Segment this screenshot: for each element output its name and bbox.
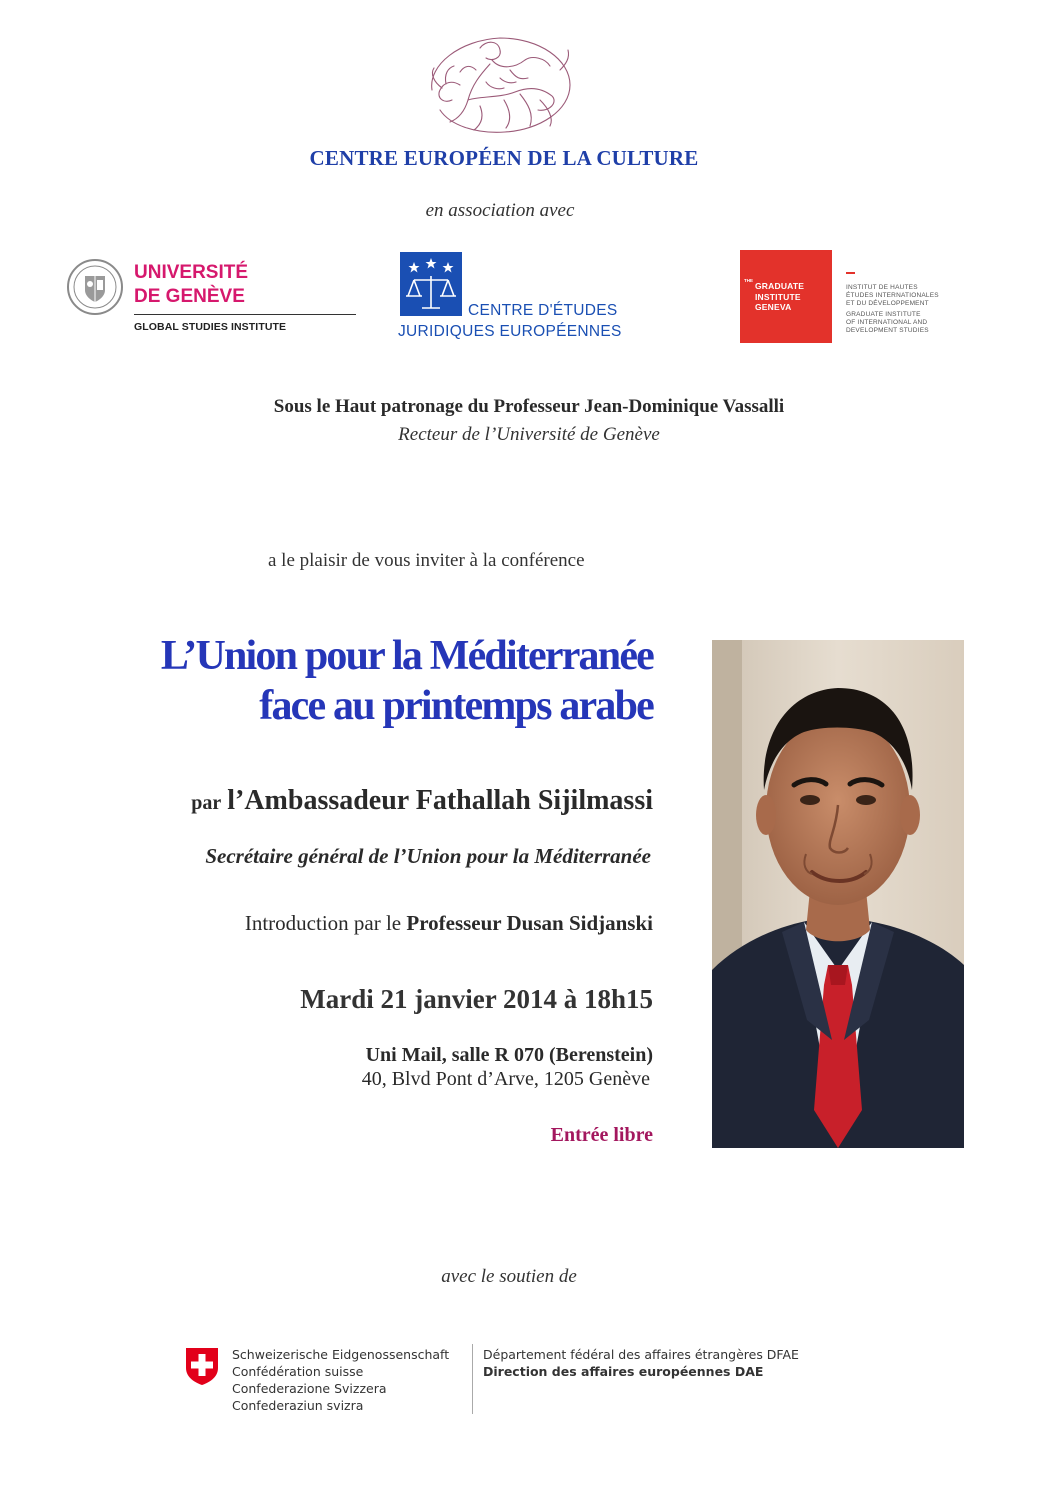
conference-title-line2: face au printemps arabe (259, 683, 653, 729)
patronage-name: Professeur Jean-Dominique Vassalli (493, 396, 785, 417)
graduate-institute-dash (846, 272, 855, 274)
gi-box-line: GENEVA (755, 302, 792, 312)
support-text: avec le soutien de (441, 1266, 577, 1287)
patronage-prefix: Sous le Haut patronage du (273, 396, 494, 417)
event-address: 40, Blvd Pont d’Arve, 1205 Genève (361, 1068, 650, 1090)
event-date: Mardi 21 janvier 2014 à 18h15 (300, 984, 653, 1014)
gi-fr-line: ÉTUDES INTERNATIONALES (846, 292, 939, 299)
speaker-role: Secrétaire général de l’Union pour la Méditerranée (205, 844, 651, 868)
unige-logo (66, 258, 296, 338)
swiss-language-line: Confederazione Svizzera (232, 1381, 387, 1396)
speaker-portrait (712, 640, 964, 1148)
swiss-federal-logo (182, 1344, 822, 1424)
intro-name: Professeur Dusan Sidjanski (406, 911, 653, 935)
swiss-language-line: Schweizerische Eidgenossenschaft (232, 1347, 450, 1362)
swiss-separator (472, 1344, 473, 1414)
gi-en-line: OF INTERNATIONAL AND (846, 319, 928, 326)
ceje-name-line2: JURIDIQUES EUROPÉENNES (398, 323, 622, 340)
ceje-name-line1: CENTRE D'ÉTUDES (468, 302, 618, 319)
gi-en-line: DEVELOPMENT STUDIES (846, 327, 929, 334)
gi-box-line: INSTITUTE (755, 291, 801, 302)
unige-name-line1: UNIVERSITÉ (134, 262, 249, 283)
gi-en-line: GRADUATE INSTITUTE (846, 311, 921, 318)
centre-title: CENTRE EUROPÉEN DE LA CULTURE (309, 146, 699, 170)
graduate-institute-the: THE (744, 278, 753, 283)
speaker-line (191, 785, 653, 817)
gi-box-line: GRADUATE (755, 281, 805, 291)
intro-prefix: Introduction par le (244, 911, 407, 935)
unige-rule (134, 314, 356, 315)
gi-fr-line: INSTITUT DE HAUTES (846, 284, 918, 291)
entry-info: Entrée libre (550, 1124, 653, 1146)
speaker-prefix: par (191, 792, 222, 814)
association-text: en association avec (425, 200, 575, 221)
europa-bull-emblem (420, 30, 580, 138)
event-venue: Uni Mail, salle R 070 (Berenstein) (365, 1044, 653, 1066)
conference-title-line1: L’Union pour la Méditerranée (160, 633, 653, 679)
justice-scales-icon (400, 252, 462, 316)
speaker-name: l’Ambassadeur Fathallah Sijilmassi (227, 785, 653, 816)
ceje-logo (398, 250, 638, 345)
graduate-institute-logo (740, 250, 960, 345)
graduate-institute-box-text (755, 281, 804, 313)
invitation-text: a le plaisir de vous inviter à la conférence (268, 550, 585, 571)
patronage-line (0, 396, 1058, 418)
gi-fr-line: ET DU DÉVELOPPEMENT (846, 300, 929, 307)
patronage-role: Recteur de l’Université de Genève (398, 424, 660, 445)
unige-seal-icon (66, 258, 124, 316)
department-name: Département fédéral des affaires étrangères DFAE (483, 1347, 799, 1362)
swiss-language-line: Confédération suisse (232, 1364, 364, 1379)
unige-subtitle: GLOBAL STUDIES INSTITUTE (134, 321, 287, 333)
directorate-name: Direction des affaires européennes DAE (483, 1364, 764, 1379)
introduction-line (245, 911, 653, 936)
swiss-cross-icon (184, 1346, 220, 1386)
swiss-language-line: Confederaziun svizra (232, 1398, 364, 1413)
unige-name-line2: DE GENÈVE (134, 286, 245, 307)
